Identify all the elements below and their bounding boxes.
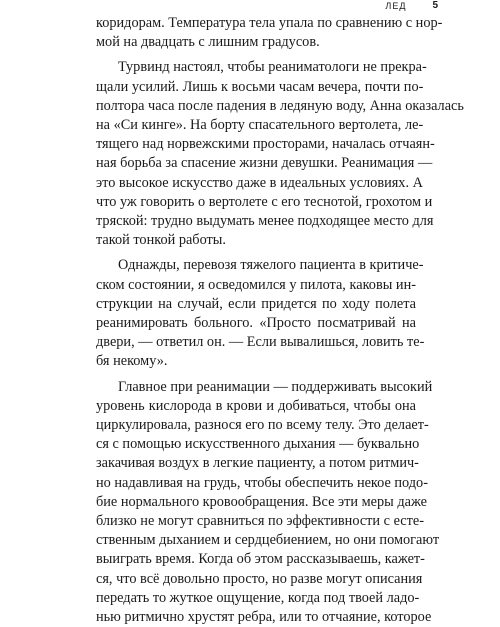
body-text: [96, 14, 464, 627]
text-line: коридорам. Температура тела упала по сравнению с нор-: [96, 15, 443, 31]
text-line: ском состоянии, я осведомился у пилота, каковы ин-: [96, 276, 416, 293]
text-line: бя некому».: [96, 353, 168, 370]
page-number: 5: [432, 0, 438, 11]
text-line: ся, что всё довольно просто, но разве могут описания: [96, 570, 423, 587]
text-line: полтора часа после падения в ледяную воду, Анна оказалась: [96, 97, 464, 114]
paragraph: [96, 14, 443, 52]
text-line: тряской: трудно выдумать менее подходящее место для: [96, 213, 434, 230]
text-line: щали усилий. Лишь к восьми часам вечера, почти по-: [96, 78, 424, 95]
text-line: выиграть время. Когда об этом рассказываешь, кажет-: [96, 551, 425, 568]
text-line: мой на двадцать с лишним градусов.: [96, 34, 320, 51]
text-line: это высокое искусство даже в идеальных условиях. А: [96, 174, 423, 191]
text-line: реанимировать больного. «Просто посматривай на: [96, 315, 416, 332]
text-line: нью ритмично хрустят ребра, или то отчаяние, которое: [96, 609, 432, 626]
text-line: передать то жуткое ощущение, когда под твоей ладо-: [96, 589, 420, 606]
paragraph: [96, 256, 425, 371]
text-line: ная борьба за спасение жизни девушки. Реанимация —: [96, 155, 433, 172]
paragraph: [96, 58, 464, 250]
text-line: закачивая воздух в легкие пациенту, а потом ритмич-: [96, 455, 419, 472]
text-line: что уж говорить о вертолете с его теснотой, грохотом и: [96, 193, 433, 210]
text-line: двери, — ответил он. — Если вывалишься, ловить те-: [96, 334, 425, 351]
text-line: ственным дыханием и сердцебиением, но они помогают: [96, 532, 440, 549]
running-header: [385, 0, 438, 11]
paragraph: [96, 378, 440, 627]
text-line: Однажды, перевозя тяжелого пациента в критиче-: [118, 257, 424, 274]
text-line: ся с помощью искусственного дыхания — буквально: [96, 436, 420, 453]
text-line: Турвинд настоял, чтобы реаниматологи не прекра-: [118, 59, 427, 76]
text-line: циркулировала, разнося его по всему телу. Это делает-: [96, 417, 429, 434]
text-line: тящего над норвежскими просторами, началась отчаян-: [96, 136, 435, 153]
text-line: на «Си кинге». На борту спасательного вертолета, ле-: [96, 117, 424, 134]
text-line: близко не могут сравниться по эффективности с есте-: [96, 513, 424, 530]
text-line: Главное при реанимации — поддерживать высокий: [118, 378, 433, 395]
text-line: уровень кислорода в крови и добиваться, чтобы она: [96, 397, 416, 414]
text-line: струкции на случай, если придется по ходу полета: [96, 295, 416, 312]
text-line: бие нормального кровообращения. Все эти меры даже: [96, 493, 427, 510]
text-line: но надавливая на грудь, чтобы обеспечить некое подо-: [96, 474, 428, 491]
text-line: такой тонкой работы.: [96, 232, 226, 249]
running-title: ЛЕД: [385, 1, 407, 11]
